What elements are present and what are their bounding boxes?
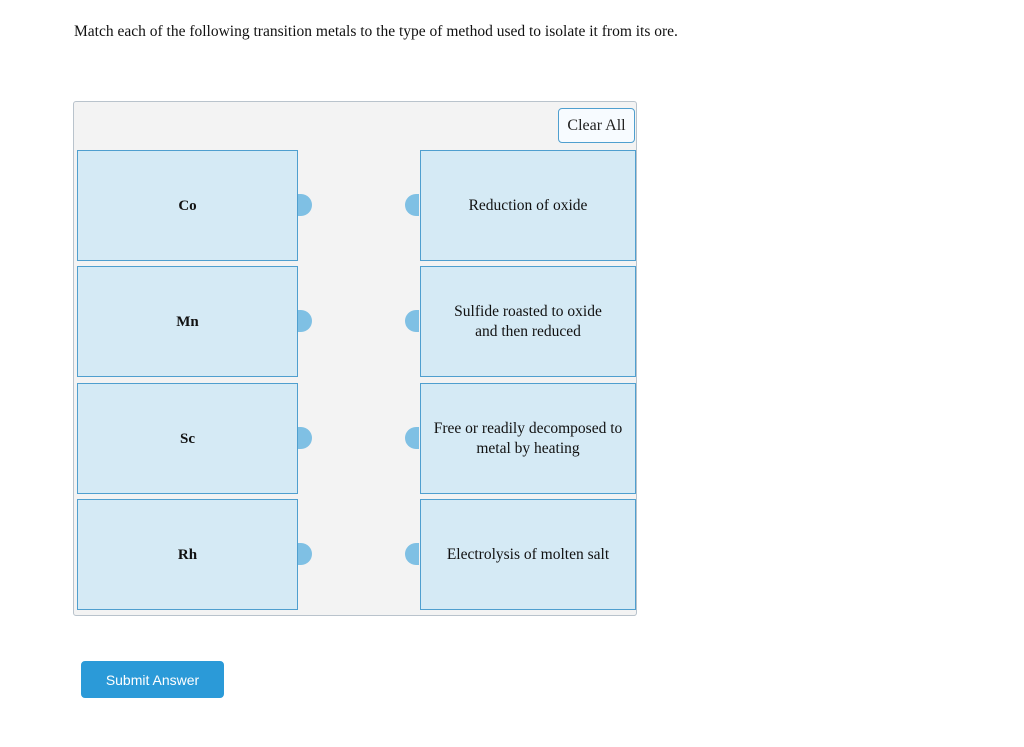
metal-card-co[interactable]: [77, 150, 298, 261]
method-card-free-or-decomposed[interactable]: [420, 383, 636, 494]
method-card-sulfide-roasted[interactable]: [420, 266, 636, 377]
method-label: Reduction of oxide: [468, 196, 588, 214]
metal-label: Mn: [176, 313, 199, 330]
metal-card-sc[interactable]: [77, 383, 298, 494]
metal-label: Sc: [180, 430, 195, 447]
method-card-electrolysis[interactable]: [420, 499, 636, 610]
method-card-reduction-of-oxide[interactable]: [420, 150, 636, 261]
clear-all-button[interactable]: Clear All: [558, 108, 635, 143]
metal-card-mn[interactable]: [77, 266, 298, 377]
question-prompt: Match each of the following transition metals to the type of method used to isolate it from its ore.: [74, 23, 678, 40]
submit-answer-button[interactable]: Submit Answer: [81, 661, 224, 698]
method-label: Sulfide roasted to oxide and then reduced: [454, 302, 602, 340]
method-label: Electrolysis of molten salt: [446, 545, 610, 563]
metal-label: Co: [178, 197, 197, 214]
metal-card-rh[interactable]: [77, 499, 298, 610]
method-label: Free or readily decomposed to metal by heating: [433, 419, 623, 457]
metal-label: Rh: [177, 546, 198, 563]
